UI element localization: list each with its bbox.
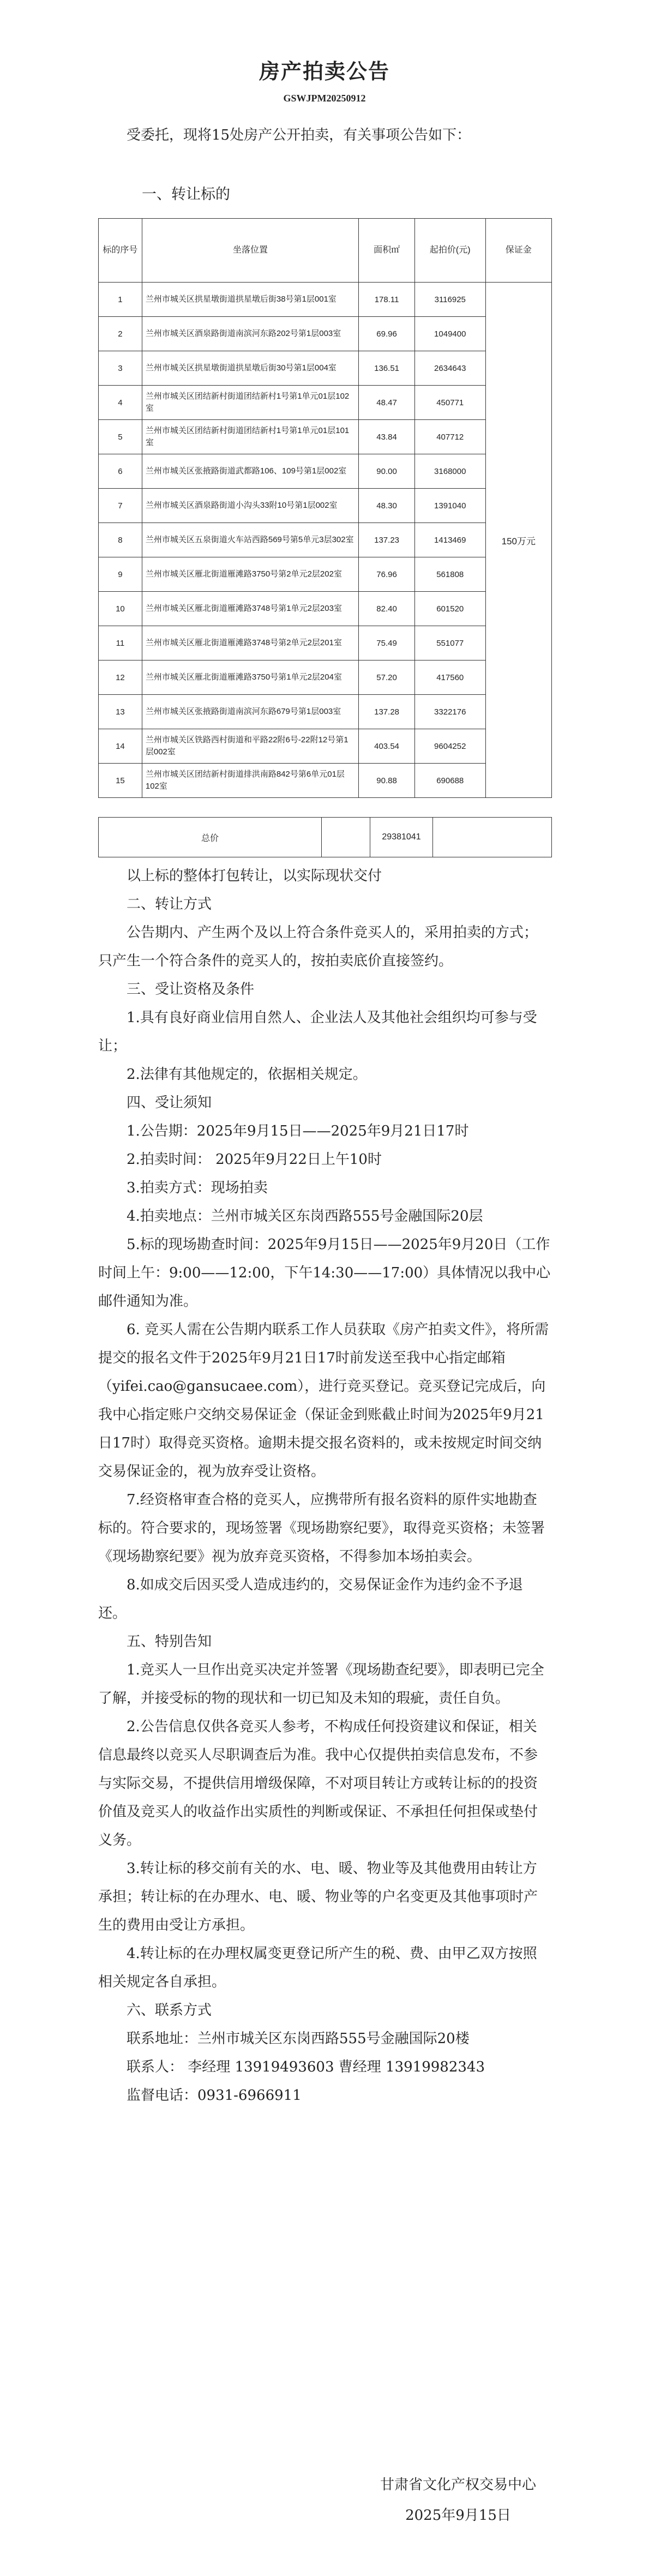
qualification-2: 2.法律有其他规定的，依据相关规定。	[127, 1066, 367, 1083]
cell-location: 兰州市城关区张掖路街道武都路106、109号第1层002室	[142, 454, 358, 489]
header-location: 坐落位置	[142, 219, 358, 283]
page-title: 房产拍卖公告	[259, 59, 390, 83]
cell-location: 兰州市城关区张掖路街道南滨河东路679号第1层003室	[142, 695, 358, 729]
cell-price: 9604252	[414, 729, 485, 764]
cell-price: 2634643	[414, 351, 485, 386]
notice-4: 4.拍卖地点：兰州市城关区东岗西路555号金融国际20层	[127, 1208, 483, 1224]
cell-no: 4	[99, 386, 142, 420]
cell-area: 76.96	[359, 557, 415, 592]
total-row	[99, 818, 552, 857]
table-row	[99, 283, 552, 317]
table-row	[99, 592, 552, 626]
cell-price: 1413469	[414, 523, 485, 557]
cell-area: 43.84	[359, 420, 415, 454]
cell-price: 417560	[414, 660, 485, 695]
header-area: 面积㎡	[359, 219, 415, 283]
table-row	[99, 557, 552, 592]
cell-area: 90.00	[359, 454, 415, 489]
cell-no: 11	[99, 626, 142, 660]
cell-location: 兰州市城关区团结新村街道排洪南路842号第6单元01层102室	[142, 764, 358, 798]
cell-price: 1049400	[414, 317, 485, 351]
cell-area: 48.47	[359, 386, 415, 420]
contact-phone: 监督电话：0931-6966911	[127, 2087, 302, 2104]
cell-location: 兰州市城关区酒泉路街道小沟头33附10号第1层002室	[142, 489, 358, 523]
cell-area: 69.96	[359, 317, 415, 351]
cell-location: 兰州市城关区铁路西村街道和平路22附6号-22附12号第1层002室	[142, 729, 358, 764]
table-row	[99, 695, 552, 729]
cell-no: 5	[99, 420, 142, 454]
intro-text: 受委托，现将15处房产公开拍卖，有关事项公告如下：	[127, 127, 471, 143]
cell-area: 403.54	[359, 729, 415, 764]
cell-no: 9	[99, 557, 142, 592]
table-row	[99, 351, 552, 386]
cell-area: 137.23	[359, 523, 415, 557]
cell-location: 兰州市城关区雁北街道雁滩路3750号第1单元2层204室	[142, 660, 358, 695]
cell-price: 561808	[414, 557, 485, 592]
header-no: 标的序号	[99, 219, 142, 283]
special-1: 1.竞买人一旦作出竞买决定并签署《现场勘查纪要》，即表明已完全了解，并接受标的物的现状和一切已知及未知的瑕疵，责任自负。	[98, 1662, 544, 1707]
cell-area: 90.88	[359, 764, 415, 798]
cell-price: 450771	[414, 386, 485, 420]
cell-location: 兰州市城关区拱星墩街道拱星墩后街38号第1层001室	[142, 283, 358, 317]
section-heading-2: 二、转让方式	[127, 896, 212, 912]
method-paragraph: 公告期内、产生两个及以上符合条件竞买人的，采用拍卖的方式；只产生一个符合条件的竞买人的，按拍卖底价直接签约。	[98, 924, 538, 969]
cell-no: 3	[99, 351, 142, 386]
notice-7: 7.经资格审查合格的竞买人，应携带所有报名资料的原件实地勘查标的。符合要求的，现场签署《现场勘察纪要》，取得竞买资格；未签署《现场勘察纪要》视为放弃竞买资格，不得参加本场拍卖会。	[98, 1492, 545, 1565]
cell-area: 82.40	[359, 592, 415, 626]
cell-location: 兰州市城关区团结新村街道团结新村1号第1单元01层101室	[142, 420, 358, 454]
notice-5: 5.标的现场勘查时间：2025年9月15日——2025年9月20日（工作时间上午：9:00——12:00，下午14:30——17:00）具体情况以我中心邮件通知为准。	[98, 1236, 551, 1310]
cell-no: 15	[99, 764, 142, 798]
section-heading-1: 一、转让标的	[142, 186, 230, 203]
table-row	[99, 523, 552, 557]
table-row	[99, 386, 552, 420]
cell-no: 6	[99, 454, 142, 489]
cell-no: 8	[99, 523, 142, 557]
qualification-1: 1.具有良好商业信用自然人、企业法人及其他社会组织均可参与受让；	[98, 1010, 537, 1054]
cell-area: 136.51	[359, 351, 415, 386]
total-table	[98, 817, 552, 857]
cell-location: 兰州市城关区雁北街道雁滩路3748号第1单元2层203室	[142, 592, 358, 626]
cell-no: 13	[99, 695, 142, 729]
sign-organization: 甘肃省文化产权交易中心	[380, 2477, 536, 2493]
notice-8: 8.如成交后因买受人造成违约的，交易保证金作为违约金不予退还。	[98, 1577, 523, 1622]
cell-location: 兰州市城关区团结新村街道团结新村1号第1单元01层102室	[142, 386, 358, 420]
section-heading-6: 六、联系方式	[127, 2002, 212, 2019]
notice-6: 6. 竞买人需在公告期内联系工作人员获取《房产拍卖文件》，将所需提交的报名文件于2025年9月21日17时前发送至我中心指定邮箱（yifei.cao@gansucaee.com），进行竞买登记。竞买登记完成后，向我中心指定账户交纳交易保证金（保证金到账截止时间为2025年9月21日17时）取得竞买资格。逾期未提交报名资料的，或未按规定时间交纳交易保证金的，视为放弃受让资格。	[98, 1322, 549, 1480]
notice-2: 2.拍卖时间： 2025年9月22日上午10时	[127, 1151, 382, 1168]
sign-date: 2025年9月15日	[405, 2507, 511, 2524]
cell-price: 3168000	[414, 454, 485, 489]
section-heading-5: 五、特别告知	[127, 1634, 212, 1650]
cell-location: 兰州市城关区酒泉路街道南滨河东路202号第1层003室	[142, 317, 358, 351]
cell-price: 407712	[414, 420, 485, 454]
contact-people: 联系人： 李经理 13919493603 曹经理 13919982343	[127, 2059, 485, 2075]
special-4: 4.转让标的在办理权属变更登记所产生的税、费、由甲乙双方按照相关规定各自承担。	[98, 1945, 537, 1990]
cell-price: 3322176	[414, 695, 485, 729]
header-price: 起拍价(元)	[414, 219, 485, 283]
table-row	[99, 626, 552, 660]
contact-address: 联系地址：兰州市城关区东岗西路555号金融国际20楼	[127, 2031, 470, 2047]
cell-location: 兰州市城关区雁北街道雁滩路3748号第2单元2层201室	[142, 626, 358, 660]
table-header-row	[99, 219, 552, 283]
cell-area: 57.20	[359, 660, 415, 695]
table-row	[99, 489, 552, 523]
cell-location: 兰州市城关区拱星墩街道拱星墩后街30号第1层004室	[142, 351, 358, 386]
cell-no: 10	[99, 592, 142, 626]
total-label: 总价	[99, 818, 322, 857]
header-deposit: 保证金	[485, 219, 551, 283]
property-table	[98, 218, 552, 798]
total-empty-area	[322, 818, 370, 857]
total-empty-deposit	[433, 818, 552, 857]
cell-price: 3116925	[414, 283, 485, 317]
table-row	[99, 660, 552, 695]
cell-price: 1391040	[414, 489, 485, 523]
section-heading-3: 三、受让资格及条件	[127, 981, 255, 998]
special-3: 3.转让标的移交前有关的水、电、暖、物业等及其他费用由转让方承担；转让标的在办理水、电、暖、物业等的户名变更及其他事项时产生的费用由受让方承担。	[98, 1860, 538, 1933]
notice-3: 3.拍卖方式：现场拍卖	[127, 1180, 268, 1196]
table-row	[99, 729, 552, 764]
total-value: 29381041	[370, 818, 433, 857]
section-heading-4: 四、受让须知	[127, 1095, 212, 1111]
cell-location: 兰州市城关区五泉街道火车站西路569号第5单元3层302室	[142, 523, 358, 557]
cell-price: 690688	[414, 764, 485, 798]
cell-no: 12	[99, 660, 142, 695]
table-row	[99, 764, 552, 798]
table-row	[99, 454, 552, 489]
cell-location: 兰州市城关区雁北街道雁滩路3750号第2单元2层202室	[142, 557, 358, 592]
cell-area: 75.49	[359, 626, 415, 660]
intro-paragraph	[98, 121, 551, 149]
body-text	[98, 862, 551, 2110]
cell-no: 7	[99, 489, 142, 523]
cell-deposit: 150万元	[485, 283, 551, 798]
cell-price: 601520	[414, 592, 485, 626]
cell-no: 1	[99, 283, 142, 317]
signature-block	[349, 2470, 567, 2531]
cell-area: 178.11	[359, 283, 415, 317]
bundle-note: 以上标的整体打包转让，以实际现状交付	[127, 868, 382, 884]
table-row	[99, 420, 552, 454]
cell-area: 48.30	[359, 489, 415, 523]
cell-no: 2	[99, 317, 142, 351]
notice-1: 1.公告期：2025年9月15日——2025年9月21日17时	[127, 1123, 469, 1139]
cell-no: 14	[99, 729, 142, 764]
special-2: 2.公告信息仅供各竞买人参考，不构成任何投资建议和保证，相关信息最终以竞买人尽职调查后为准。我中心仅提供拍卖信息发布，不参与实际交易，不提供信用增级保障，不对项目转让方或转让标的的投资价值及竞买人的收益作出实质性的判断或保证、不承担任何担保或垫付义务。	[98, 1719, 538, 1848]
table-row	[99, 317, 552, 351]
cell-price: 551077	[414, 626, 485, 660]
cell-area: 137.28	[359, 695, 415, 729]
announcement-code: GSWJPM20250912	[283, 93, 366, 104]
